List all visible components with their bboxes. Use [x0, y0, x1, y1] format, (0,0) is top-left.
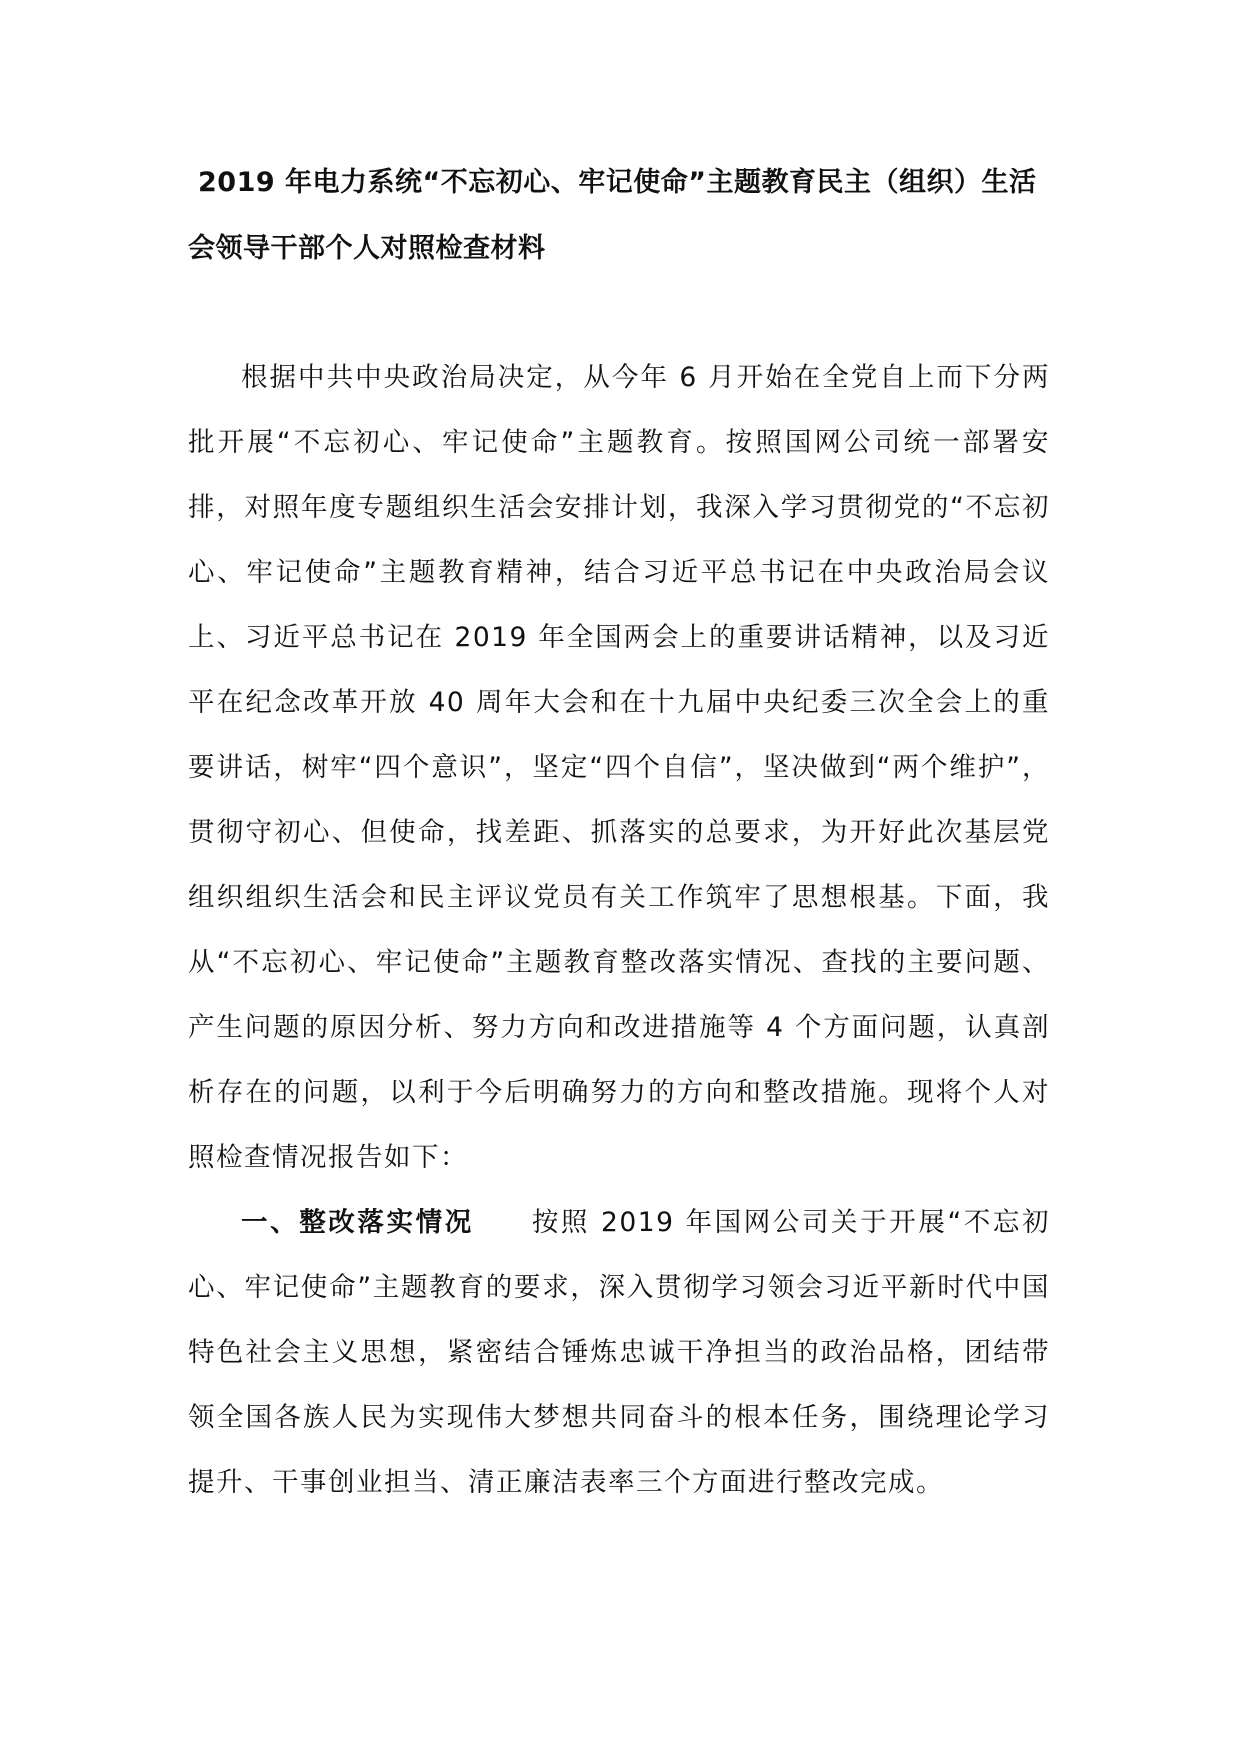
- section-1-text: 按照 2019 年国网公司关于开展“不忘初心、牢记使命”主题教育的要求，深入贯彻学习领会习近平新时代中国特色社会主义思想，紧密结合锤炼忠诚干净担当的政治品格，团结带领全国各族人民为实现伟大梦想共同奋斗的根本任务，围绕理论学习提升、干事创业担当、清正廉洁表率三个方面进行整改完成。: [188, 1207, 1050, 1498]
- intro-paragraph: 根据中共中央政治局决定，从今年 6 月开始在全党自上而下分两批开展“不忘初心、牢记使命”主题教育。按照国网公司统一部署安排，对照年度专题组织生活会安排计划，我深入学习贯彻党的“不忘初心、牢记使命”主题教育精神，结合习近平总书记在中央政治局会议上、习近平总书记在 2019 年全国两会上的重要讲话精神，以及习近平在纪念改革开放 40 周年大会和在十九届中央纪委三次全会上的重要讲话，树牢“四个意识”，坚定“四个自信”，坚决做到“两个维护”，贯彻守初心、但使命，找差距、抓落实的总要求，为开好此次基层党组织组织生活会和民主评议党员有关工作筑牢了思想根基。下面，我从“不忘初心、牢记使命”主题教育整改落实情况、查找的主要问题、产生问题的原因分析、努力方向和改进措施等 4 个方面问题，认真剖析存在的问题，以利于今后明确努力的方向和整改措施。现将个人对照检查情况报告如下：: [188, 362, 1050, 1173]
- document-body: [188, 345, 1050, 1515]
- document-title: 2019 年电力系统“不忘初心、牢记使命”主题教育民主（组织）生活会领导干部个人对照检查材料: [188, 167, 1037, 264]
- section-1-paragraph: [188, 1190, 1050, 1515]
- section-1-heading: 一、整改落实情况: [241, 1207, 474, 1238]
